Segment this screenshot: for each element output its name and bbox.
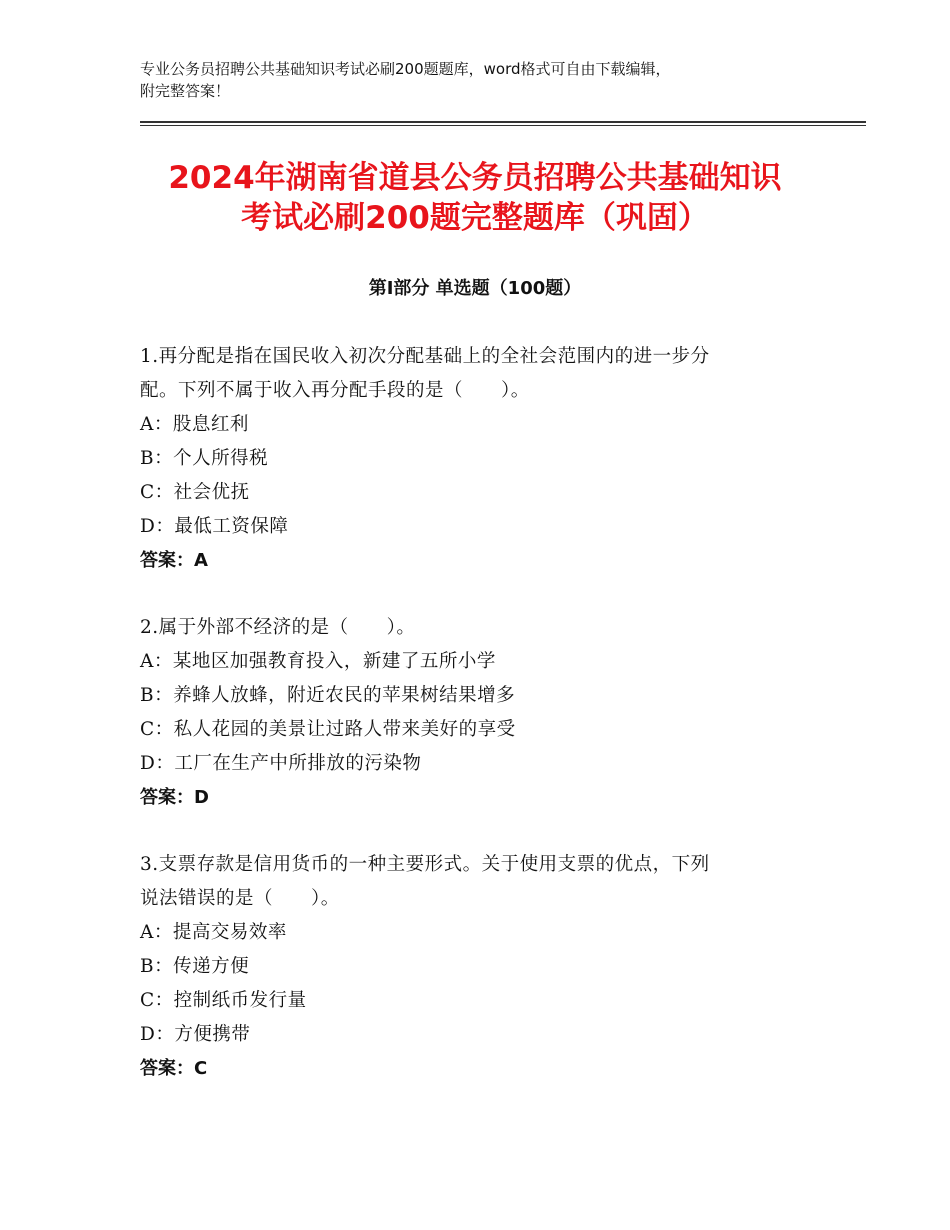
option-c: C：社会优抚 [140, 482, 250, 503]
option-d: D：方便携带 [140, 1024, 251, 1045]
header-note [140, 58, 840, 102]
answer: 答案：C [140, 1058, 208, 1079]
answer: 答案：A [140, 550, 208, 571]
question-stem-line: 1.再分配是指在国民收入初次分配基础上的全社会范围内的进一步分 [140, 346, 710, 367]
option-a: A：某地区加强教育投入，新建了五所小学 [140, 651, 496, 672]
header-divider-thin [140, 125, 866, 126]
question-stem-line: 3.支票存款是信用货币的一种主要形式。关于使用支票的优点，下列 [140, 854, 710, 875]
header-divider-thick [140, 121, 866, 123]
question-1 [140, 340, 820, 578]
question-list [140, 340, 820, 1119]
question-stem-line: 说法错误的是（ ）。 [140, 888, 340, 909]
answer: 答案：D [140, 787, 209, 808]
document-title-line-1: 2024年湖南省道县公务员招聘公共基础知识 [168, 160, 782, 196]
question-stem-line: 2.属于外部不经济的是（ ）。 [140, 617, 416, 638]
option-a: A：股息红利 [140, 414, 249, 435]
option-d: D：最低工资保障 [140, 516, 289, 537]
section-title: 第Ⅰ部分 单选题（100题） [368, 278, 582, 299]
document-title-line-2: 考试必刷200题完整题库（巩固） [241, 200, 709, 236]
option-b: B：养蜂人放蜂，附近农民的苹果树结果增多 [140, 685, 516, 706]
option-a: A：提高交易效率 [140, 922, 287, 943]
question-2 [140, 611, 820, 815]
question-stem [140, 848, 820, 916]
question-3 [140, 848, 820, 1086]
option-b: B：个人所得税 [140, 448, 269, 469]
question-stem [140, 611, 820, 645]
option-c: C：控制纸币发行量 [140, 990, 307, 1011]
option-c: C：私人花园的美景让过路人带来美好的享受 [140, 719, 516, 740]
header-note-line-2: 附完整答案！ [140, 82, 231, 100]
option-b: B：传递方便 [140, 956, 250, 977]
question-stem [140, 340, 820, 408]
question-stem-line: 配。下列不属于收入再分配手段的是（ ）。 [140, 380, 530, 401]
header-note-line-1: 专业公务员招聘公共基础知识考试必刷200题题库，word格式可自由下载编辑， [140, 60, 671, 78]
option-d: D：工厂在生产中所排放的污染物 [140, 753, 422, 774]
document-title [60, 158, 890, 238]
